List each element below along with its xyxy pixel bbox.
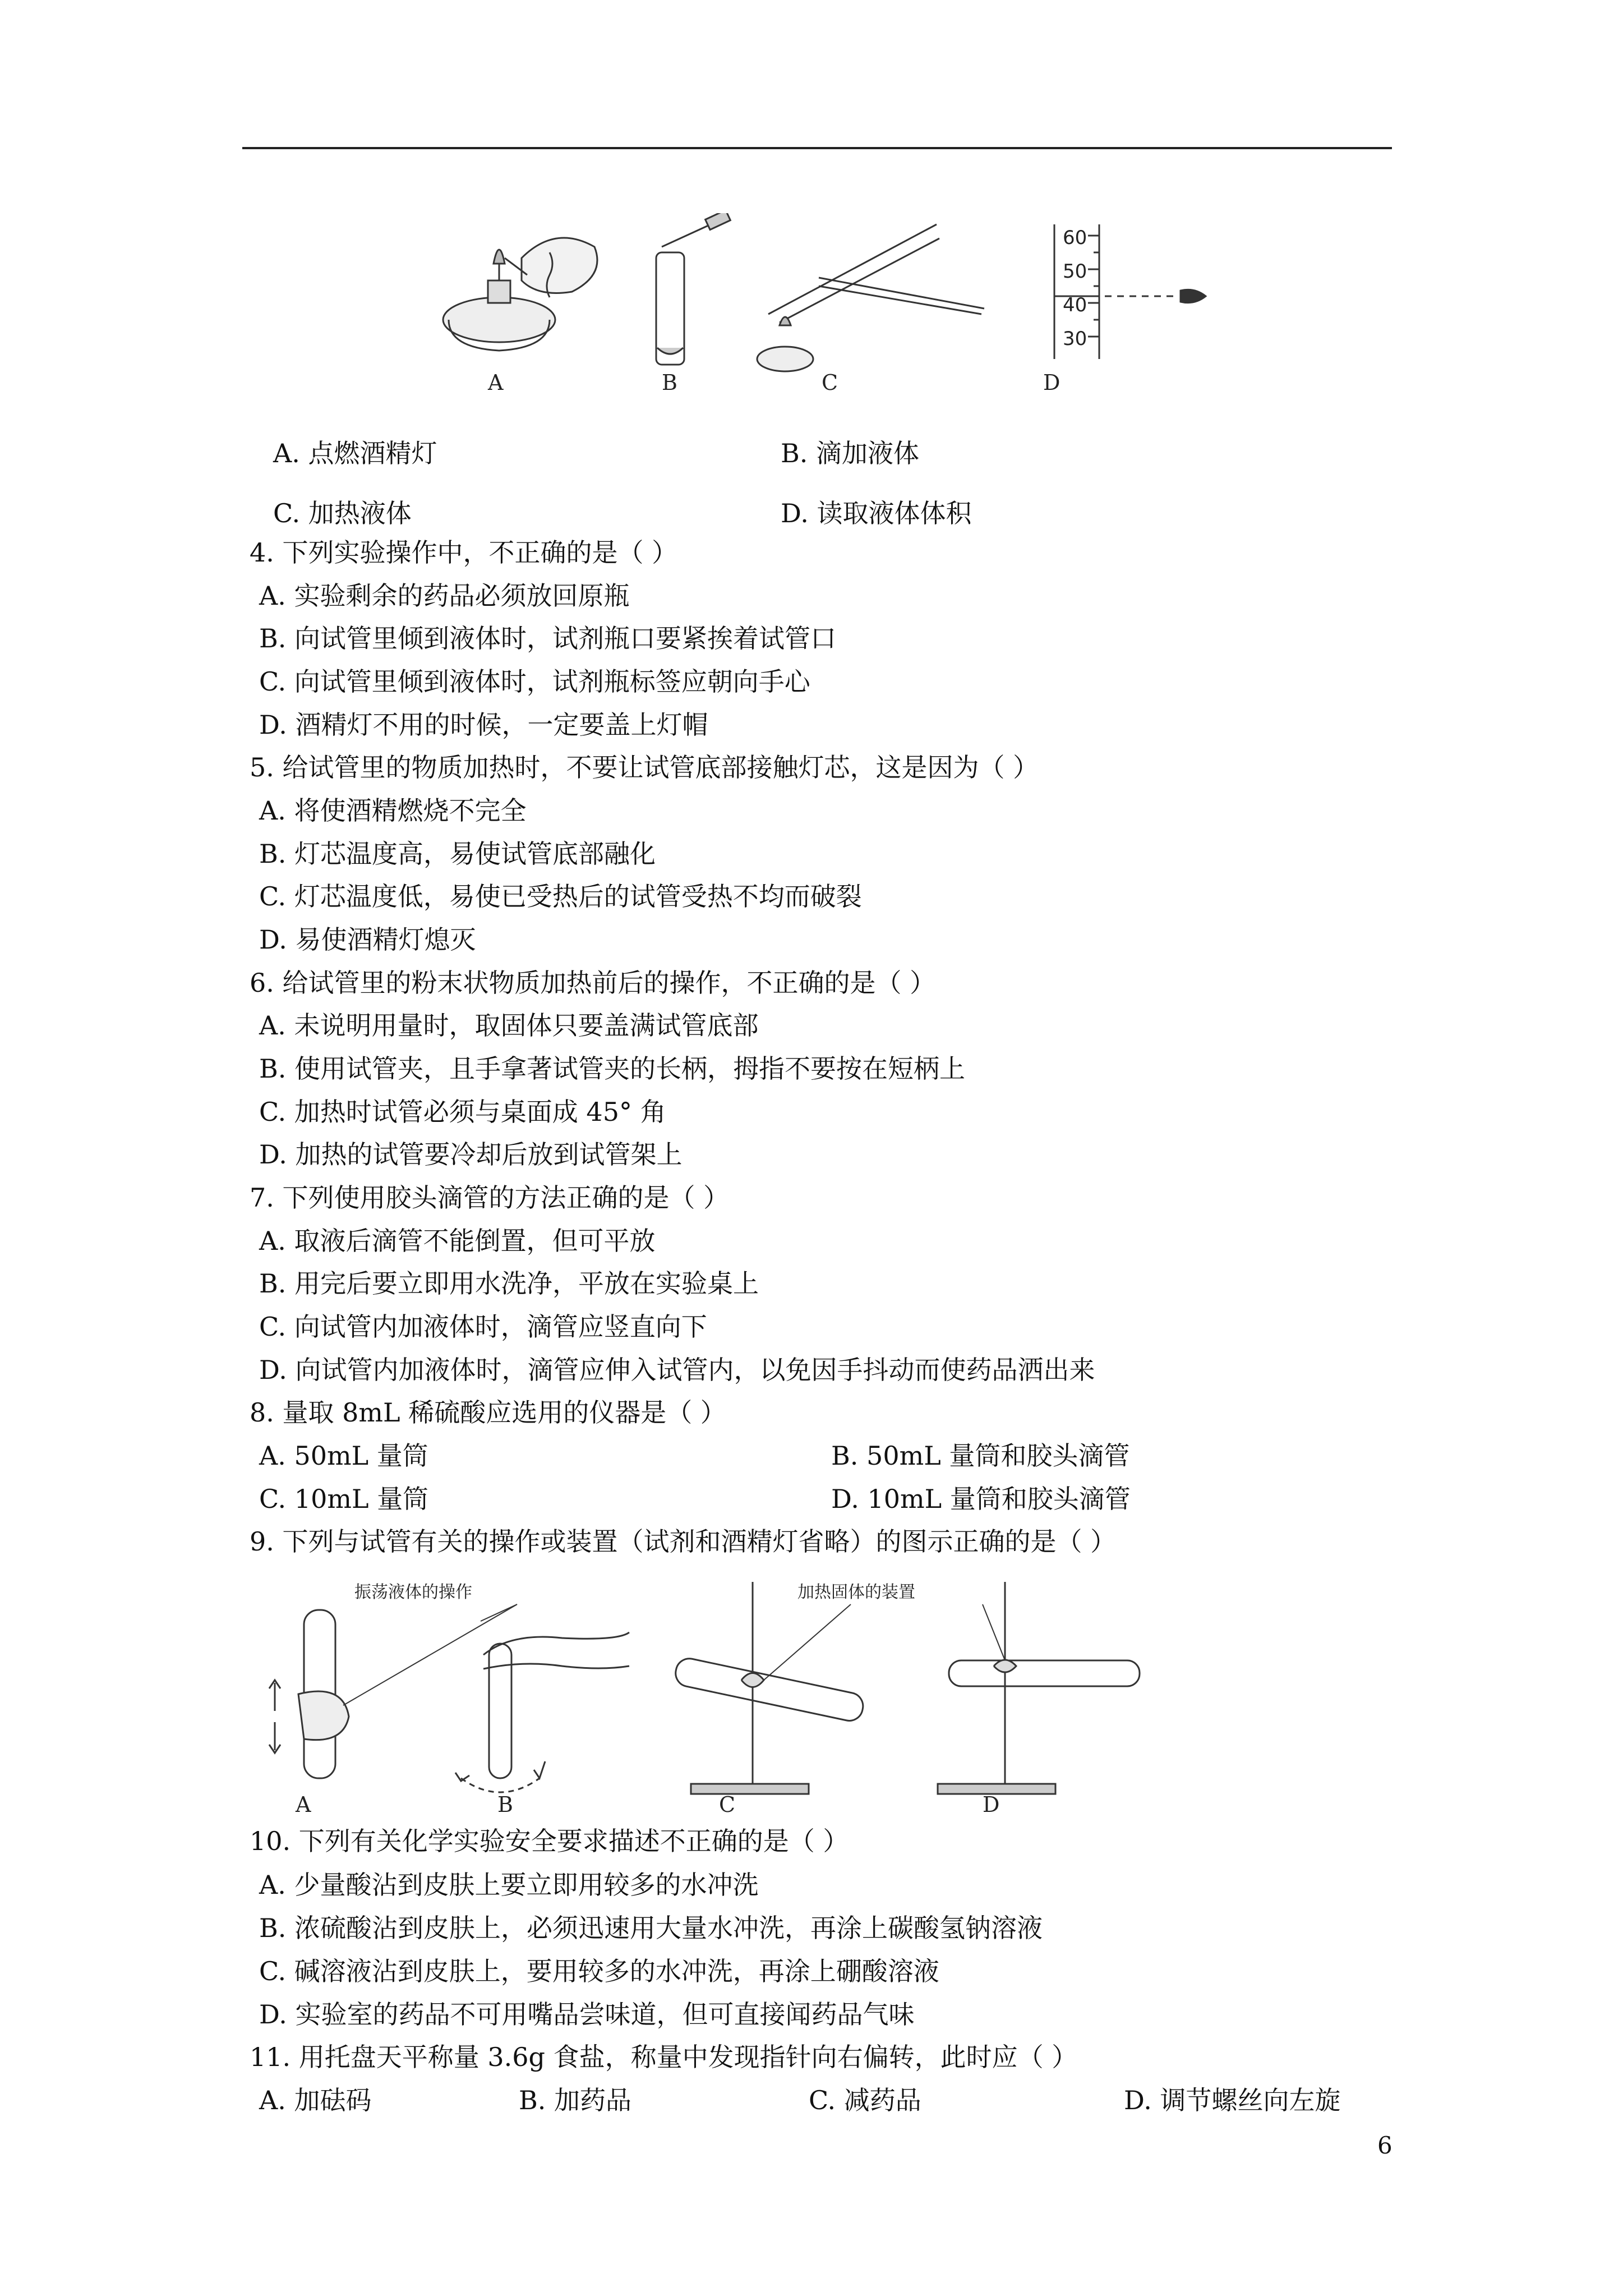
heat-caption-leader-a [764, 1604, 851, 1680]
q10-stem: 10. 下列有关化学实验安全要求描述不正确的是（ ） [250, 1826, 849, 1856]
figure1-label-d: D [1043, 370, 1061, 395]
heat-caption-leader-b [983, 1604, 1005, 1660]
q6-option-c: C. 加热时试管必须与桌面成 45° 角 [259, 1097, 666, 1127]
figure1-label-a: A [488, 370, 504, 395]
q10-option-b: B. 浓硫酸沾到皮肤上，必须迅速用大量水冲洗，再涂上碳酸氢钠溶液 [259, 1913, 1043, 1943]
q5-option-d: D. 易使酒精灯熄灭 [259, 924, 476, 955]
figure1-label-c: C [822, 370, 838, 395]
q7-option-a: A. 取液后滴管不能倒置，但可平放 [259, 1226, 656, 1256]
figure2-label-b: B [497, 1792, 513, 1817]
clamp-stand-tilted-tube-illustration [673, 1582, 865, 1794]
q10-option-a: A. 少量酸沾到皮肤上要立即用较多的水冲洗 [259, 1870, 759, 1900]
shake-caption: 振荡液体的操作 [354, 1582, 472, 1602]
figure1-label-b: B [662, 370, 677, 395]
test-tube-operations-figure [259, 1576, 1145, 1818]
q5-option-c: C. 灯芯温度低，易使已受热后的试管受热不均而破裂 [259, 881, 862, 912]
cylinder-tick-40: 40 [1063, 294, 1087, 316]
q8-option-b: B. 50mL 量筒和胶头滴管 [831, 1441, 1130, 1471]
q9-stem: 9. 下列与试管有关的操作或装置（试剂和酒精灯省略）的图示正确的是（ ） [250, 1526, 1117, 1557]
cylinder-tick-30: 30 [1063, 328, 1087, 350]
q10-option-c: C. 碱溶液沾到皮肤上，要用较多的水冲洗，再涂上硼酸溶液 [259, 1956, 939, 1986]
q6-option-a: A. 未说明用量时，取固体只要盖满试管底部 [259, 1010, 759, 1041]
q3-option-a: A. 点燃酒精灯 [273, 438, 437, 468]
q7-option-d: D. 向试管内加液体时，滴管应伸入试管内，以免因手抖动而使药品洒出来 [259, 1355, 1095, 1385]
q8-option-c: C. 10mL 量筒 [259, 1484, 429, 1514]
figure2-label-d: D [983, 1792, 1000, 1817]
q10-option-d: D. 实验室的药品不可用嘴品尝味道，但可直接闻药品气味 [259, 1999, 915, 2030]
q7-option-b: B. 用完后要立即用水洗净，平放在实验桌上 [259, 1268, 759, 1299]
q11-option-b: B. 加药品 [519, 2085, 632, 2115]
q5-option-a: A. 将使酒精燃烧不完全 [259, 795, 527, 826]
q4-option-c: C. 向试管里倾到液体时，试剂瓶标签应朝向手心 [259, 666, 810, 697]
lab-operations-figure [426, 213, 1211, 398]
q3-option-c: C. 加热液体 [273, 498, 412, 528]
heating-liquid-illustration [757, 224, 984, 371]
figure2-label-c: C [719, 1792, 736, 1817]
q5-option-b: B. 灯芯温度高，易使试管底部融化 [259, 839, 656, 869]
q11-option-a: A. 加砝码 [259, 2085, 372, 2115]
q5-stem: 5. 给试管里的物质加热时，不要让试管底部接触灯芯，这是因为（ ） [250, 752, 1039, 783]
q7-option-c: C. 向试管内加液体时，滴管应竖直向下 [259, 1312, 707, 1342]
shake-caption-leader-b [481, 1604, 517, 1621]
shake-caption-leader-a [343, 1604, 517, 1705]
cylinder-tick-60: 60 [1063, 227, 1087, 249]
header-rule [242, 147, 1392, 149]
q7-stem: 7. 下列使用胶头滴管的方法正确的是（ ） [250, 1182, 730, 1213]
shake-by-hand-illustration [269, 1610, 349, 1778]
q3-option-b: B. 滴加液体 [781, 438, 920, 468]
q11-option-c: C. 减药品 [809, 2085, 921, 2115]
q11-stem: 11. 用托盘天平称量 3.6g 食盐，称量中发现指针向右偏转，此时应（ ） [250, 2042, 1078, 2072]
q6-option-d: D. 加热的试管要冷却后放到试管架上 [259, 1139, 683, 1170]
cylinder-tick-50: 50 [1063, 260, 1087, 283]
clamp-stand-horizontal-tube-illustration [938, 1582, 1140, 1794]
q6-stem: 6. 给试管里的粉末状物质加热前后的操作，不正确的是（ ） [250, 968, 936, 998]
q8-option-a: A. 50mL 量筒 [259, 1441, 428, 1471]
q4-option-d: D. 酒精灯不用的时候，一定要盖上灯帽 [259, 710, 708, 740]
figure2-label-a: A [296, 1792, 311, 1817]
dropper-test-tube-illustration [656, 213, 730, 365]
q6-option-b: B. 使用试管夹，且手拿著试管夹的长柄，拇指不要按在短柄上 [259, 1053, 966, 1084]
q4-option-b: B. 向试管里倾到液体时，试剂瓶口要紧挨着试管口 [259, 623, 837, 654]
page-number: 6 [1377, 2132, 1393, 2159]
q8-option-d: D. 10mL 量筒和胶头滴管 [831, 1484, 1131, 1514]
heat-caption: 加热固体的装置 [797, 1582, 915, 1602]
q4-stem: 4. 下列实验操作中，不正确的是（ ） [250, 537, 678, 568]
q3-option-d: D. 读取液体体积 [781, 498, 972, 528]
q4-option-a: A. 实验剩余的药品必须放回原瓶 [259, 581, 630, 611]
alcohol-lamp-lighting-illustration [443, 238, 597, 351]
q8-stem: 8. 量取 8mL 稀硫酸应选用的仪器是（ ） [250, 1397, 726, 1428]
shake-by-wrist-illustration [455, 1632, 629, 1792]
q11-option-d: D. 调节螺丝向左旋 [1124, 2085, 1341, 2115]
